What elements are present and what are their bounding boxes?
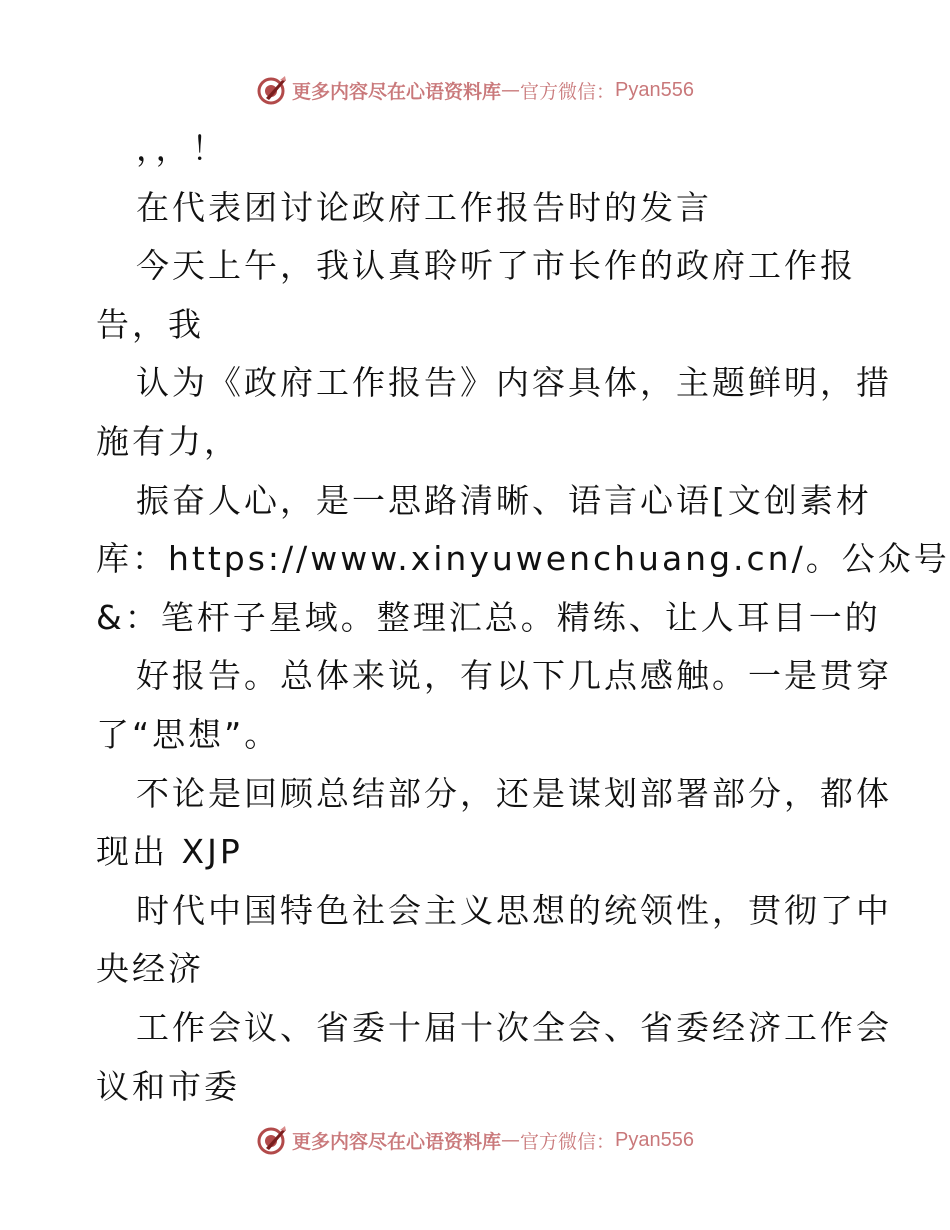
quill-logo-icon: [256, 74, 288, 106]
text-line: 今天上午，我认真聆听了市长作的政府工作报: [136, 246, 856, 286]
text-line: 好报告。总体来说，有以下几点感触。一是贯穿: [136, 656, 892, 696]
footer-contact-label: 官方微信：: [520, 1130, 616, 1153]
text-line: 现出 XJP: [96, 832, 243, 872]
text-line: 议和市委: [96, 1066, 240, 1106]
footer-banner: [0, 1120, 950, 1160]
text-line: 告，我: [96, 304, 204, 344]
footer-site-text: 更多内容尽在心语资料库: [292, 1130, 502, 1153]
header-separator: —: [501, 79, 521, 101]
document-body: [96, 120, 950, 1116]
text-line: 振奋人心，是一思路清晰、语言心语[文创素材: [136, 480, 872, 520]
text-line: 工作会议、省委十届十次全会、省委经济工作会: [136, 1007, 892, 1047]
footer-contact-id: Pyan556: [615, 1128, 694, 1151]
text-line: 时代中国特色社会主义思想的统领性，贯彻了中: [136, 890, 892, 930]
document-title: 在代表团讨论政府工作报告时的发言: [136, 187, 712, 227]
quill-logo-icon: [256, 1124, 288, 1156]
text-line: &：笔杆子星域。整理汇总。精练、让人耳目一的: [96, 597, 881, 637]
text-line: ，，！: [136, 129, 228, 168]
text-line: 不论是回顾总结部分，还是谋划部署部分，都体: [136, 773, 892, 813]
footer-separator: —: [501, 1129, 521, 1151]
header-contact-id: Pyan556: [615, 78, 694, 101]
text-line: 了“思想”。: [96, 714, 281, 754]
header-site-text: 更多内容尽在心语资料库: [292, 80, 502, 103]
text-line: 施有力，: [96, 421, 240, 461]
text-line: 库：https://www.xinyuwenchuang.cn/。公众号: [96, 539, 950, 579]
header-banner: [0, 70, 950, 110]
header-contact-label: 官方微信：: [520, 80, 616, 103]
text-line: 认为《政府工作报告》内容具体，主题鲜明，措: [136, 363, 892, 403]
text-line: 央经济: [96, 949, 204, 989]
